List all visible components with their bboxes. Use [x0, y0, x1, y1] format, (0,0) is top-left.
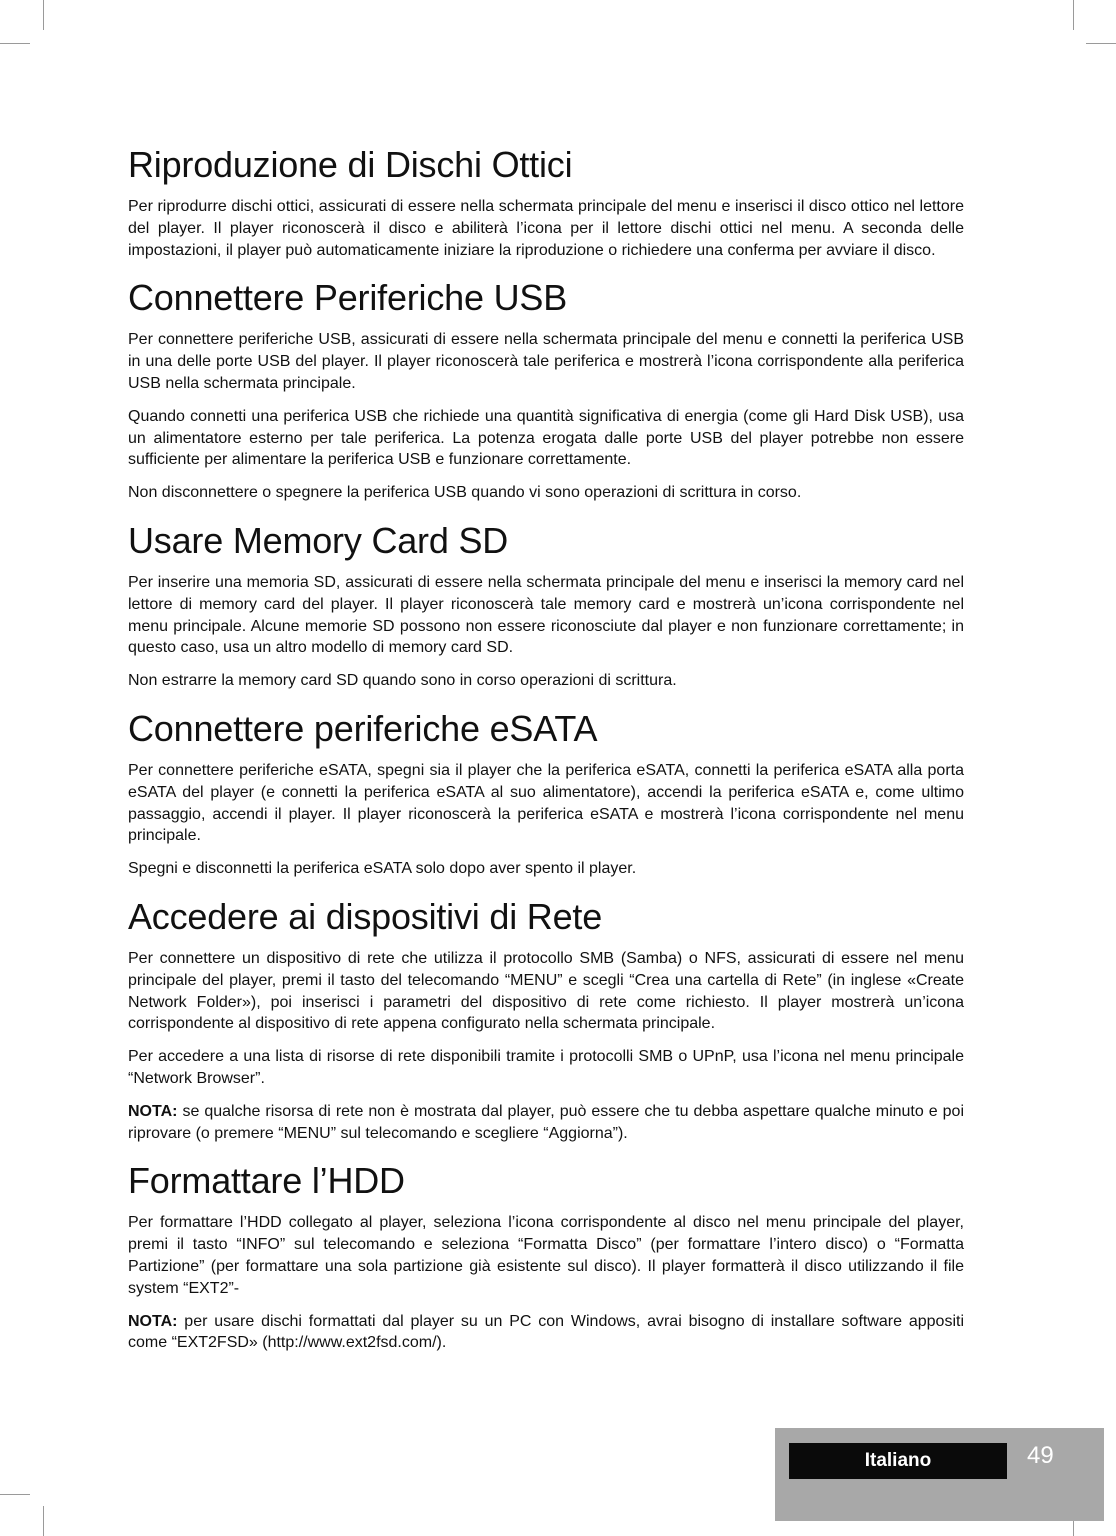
page-number: 49: [1027, 1442, 1054, 1469]
paragraph: Per inserire una memoria SD, assicurati di essere nella schermata principale del menu e inserisci la memory card nel lettore di memory card del player. Il player riconoscerà tale memory card e mostrerà un’icona corrispondente nel menu principale. Alcune memorie SD possono non essere riconosciute dal player e non funzionare correttamente; in questo caso, usa un altro modello di memory card SD.: [128, 573, 964, 657]
paragraph: Per accedere a una lista di risorse di rete disponibili tramite i protocolli SMB o UPnP, usa l’icona nel menu principale “Network Browser”.: [128, 1048, 964, 1087]
section-memory-card-sd: [128, 520, 964, 692]
paragraph: Per connettere un dispositivo di rete che utilizza il protocollo SMB (Samba) o NFS, assicurati di essere nel menu principale del player, premi il tasto del telecomando “MENU” e scegli “Crea una cartella di Rete” (in inglese «Create Network Folder»), poi inserisci i parametri del dispositivo di rete come richiesto. Il player mostrerà un’icona corrispondente al dispositivo di rete appena configurato nella schermata principale.: [128, 949, 964, 1033]
section-formattare-hdd: [128, 1160, 964, 1354]
crop-mark: [43, 1506, 44, 1536]
section-title: Usare Memory Card SD: [128, 519, 509, 561]
crop-mark: [0, 1494, 30, 1495]
section-title: Accedere ai dispositivi di Rete: [128, 895, 603, 937]
paragraph: Per connettere periferiche USB, assicurati di essere nella schermata principale del menu e connetti la periferica USB in una delle porte USB del player. Il player riconoscerà tale periferica e mostrerà l’icona corrispondente alla periferica USB nella schermata principale.: [128, 331, 964, 392]
section-title: Connettere periferiche eSATA: [128, 707, 598, 749]
section-title: Connettere Periferiche USB: [128, 277, 568, 319]
paragraph: Per connettere periferiche eSATA, spegni sia il player che la periferica eSATA, connetti la periferica eSATA alla porta eSATA del player (e connetti la periferica eSATA al suo alimentatore), accendi la periferica eSATA e, come ultimo passaggio, accendi il player. Il player riconoscerà la periferica eSATA e mostrerà l’icona corrispondente nel menu principale.: [128, 761, 964, 845]
section-esata: [128, 708, 964, 880]
note-paragraph: [128, 1311, 964, 1355]
paragraph: Per formattare l’HDD collegato al player, seleziona l’icona corrispondente al disco nel menu principale del player, premi il tasto “INFO” sul telecomando e seleziona “Formatta Disco” (per formattare l’intero disco) o “Formatta Partizione” (per formattare una sola partizione già esistente sul disco). Il player formatterà il disco utilizzando il file system “EXT2”-: [128, 1214, 964, 1297]
note-paragraph: [128, 1101, 964, 1145]
section-dischi-ottici: [128, 144, 964, 261]
note-text: per usare dischi formattati dal player su un PC con Windows, avrai bisogno di installare software appositi come “EXT2FSD» (http://www.ext2fsd.com/).: [128, 1312, 964, 1352]
page-footer: [775, 1428, 1104, 1521]
paragraph: Quando connetti una periferica USB che richiede una quantità significativa di energia (come gli Hard Disk USB), usa un alimentatore esterno per tale periferica. La potenza erogata dalle porte USB del player potrebbe non essere sufficiente per alimentare la periferica USB e funzionare correttamente.: [128, 407, 964, 469]
section-rete: [128, 896, 964, 1144]
crop-mark: [1073, 0, 1074, 30]
crop-mark: [0, 43, 30, 44]
section-title: Riproduzione di Dischi Ottici: [128, 144, 573, 185]
section-title: Formattare l’HDD: [128, 1160, 405, 1202]
page-content: [128, 144, 964, 1370]
crop-mark: [43, 0, 44, 30]
note-label: NOTA:: [128, 1102, 178, 1120]
paragraph: Non estrarre la memory card SD quando sono in corso operazioni di scrittura.: [128, 672, 677, 690]
note-label: NOTA:: [128, 1312, 178, 1330]
paragraph: Spegni e disconnetti la periferica eSATA solo dopo aver spento il player.: [128, 860, 637, 878]
note-text: se qualche risorsa di rete non è mostrata dal player, può essere che tu debba aspettare qualche minuto e poi riprovare (o premere “MENU” sul telecomando e scegliere “Aggiorna”).: [128, 1102, 964, 1142]
paragraph: Non disconnettere o spegnere la periferica USB quando vi sono operazioni di scrittura in corso.: [128, 484, 802, 502]
crop-mark: [1086, 43, 1116, 44]
language-label: Italiano: [789, 1443, 1007, 1479]
section-usb: [128, 277, 964, 504]
paragraph: Per riprodurre dischi ottici, assicurati di essere nella schermata principale del menu e inserisci il disco ottico nel lettore del player. Il player riconoscerà il disco e abiliterà l’icona per il lettore dischi ottici nel menu. A seconda delle impostazioni, il player può automaticamente iniziare la riproduzione o richiedere una conferma per avviare il disco.: [128, 198, 964, 259]
